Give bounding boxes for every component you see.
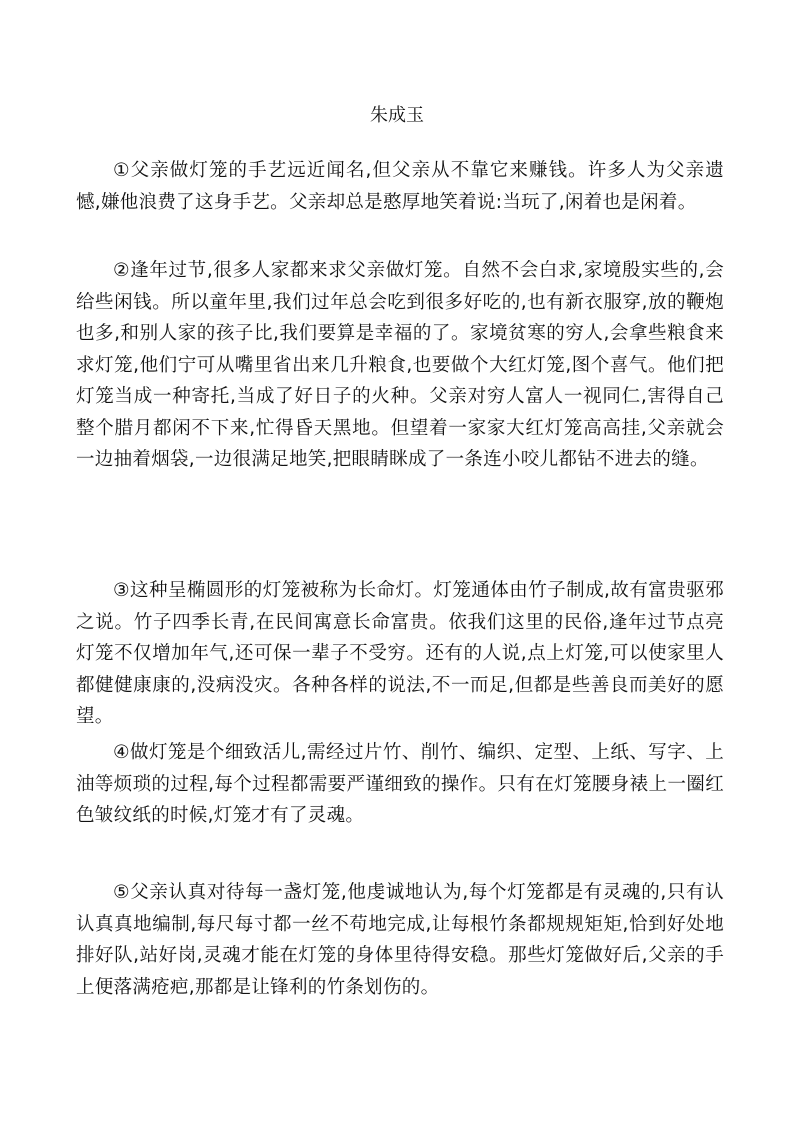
- paragraph-5: ⑤父亲认真对待每一盏灯笼,他虔诚地认为,每个灯笼都是有灵魂的,只有认认真真地编制,每尺每寸都一丝不苟地完成,让每根竹条都规规矩矩,恰到好处地排好队,站好岗,灵魂才能在灯笼的身体里待得安稳。那些灯笼做好后,父亲的手上便落满疮疤,那都是让锋利的竹条划伤的。: [76, 882, 724, 998]
- author-name: 朱成玉: [370, 105, 424, 126]
- paragraph-4: ④做灯笼是个细致活儿,需经过片竹、削竹、编织、定型、上纸、写字、上油等烦琐的过程,每个过程都需要严谨细致的操作。只有在灯笼腰身裱上一圈红色皱纹纸的时候,灯笼才有了灵魂。: [76, 742, 724, 826]
- paragraph-1: ①父亲做灯笼的手艺远近闻名,但父亲从不靠它来赚钱。许多人为父亲遗憾,嫌他浪费了这身手艺。父亲却总是憨厚地笑着说:当玩了,闲着也是闲着。: [76, 160, 724, 213]
- paragraph-3: ③这种呈椭圆形的灯笼被称为长命灯。灯笼通体由竹子制成,故有富贵驱邪之说。竹子四季长青,在民间寓意长命富贵。依我们这里的民俗,逢年过节点亮灯笼不仅增加年气,还可保一辈子不受穷。还有的人说,点上灯笼,可以使家里人都健健康康的,没病没灾。各种各样的说法,不一而足,但都是些善良而美好的愿望。: [76, 580, 724, 727]
- paragraph-2: ②逢年过节,很多人家都来求父亲做灯笼。自然不会白求,家境殷实些的,会给些闲钱。所以童年里,我们过年总会吃到很多好吃的,也有新衣服穿,放的鞭炮也多,和别人家的孩子比,我们要算是幸福的了。家境贫寒的穷人,会拿些粮食来求灯笼,他们宁可从嘴里省出来几升粮食,也要做个大红灯笼,图个喜气。他们把灯笼当成一种寄托,当成了好日子的火种。父亲对穷人富人一视同仁,害得自己整个腊月都闲不下来,忙得昏天黑地。但望着一家家大红灯笼高高挂,父亲就会一边抽着烟袋,一边很满足地笑,把眼睛眯成了一条连小咬儿都钻不进去的缝。: [76, 260, 724, 470]
